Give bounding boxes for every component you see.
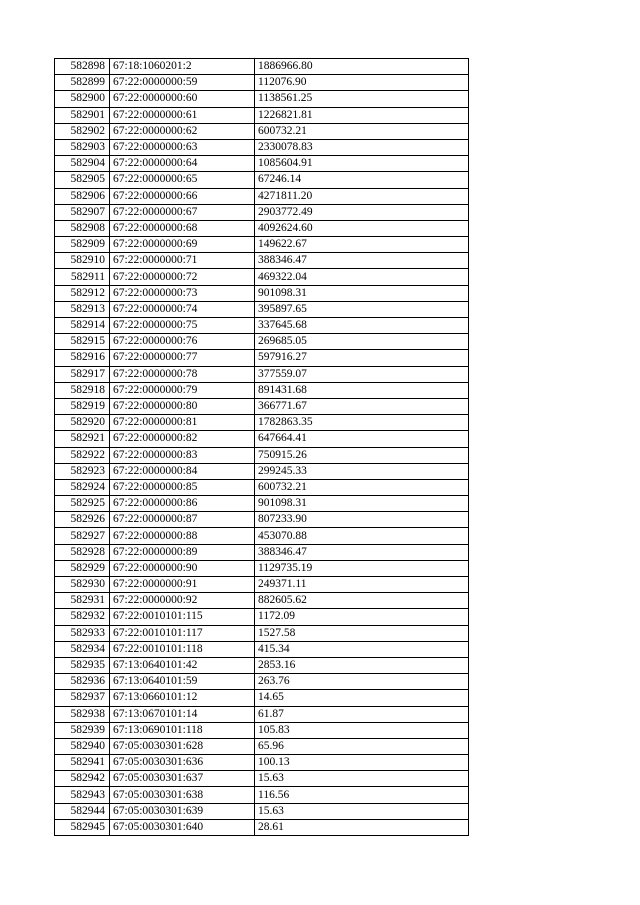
table-row (55, 690, 469, 706)
table-row (55, 447, 469, 463)
value-cell: 395897.65 (255, 301, 469, 317)
row-number-cell: 582917 (55, 366, 110, 382)
row-number-cell: 582913 (55, 301, 110, 317)
row-number-cell: 582908 (55, 220, 110, 236)
value-cell: 453070.88 (255, 528, 469, 544)
cadastral-code-cell: 67:13:0670101:14 (110, 706, 255, 722)
row-number-cell: 582907 (55, 204, 110, 220)
table-row (55, 382, 469, 398)
cadastral-code-cell: 67:13:0640101:59 (110, 674, 255, 690)
table-row (55, 75, 469, 91)
row-number-cell: 582904 (55, 156, 110, 172)
cadastral-code-cell: 67:22:0000000:81 (110, 415, 255, 431)
table-row (55, 269, 469, 285)
cadastral-code-cell: 67:22:0000000:77 (110, 350, 255, 366)
value-cell: 1138561.25 (255, 91, 469, 107)
row-number-cell: 582931 (55, 593, 110, 609)
table-row (55, 253, 469, 269)
table-row (55, 512, 469, 528)
data-table (54, 58, 469, 836)
cadastral-code-cell: 67:22:0000000:80 (110, 398, 255, 414)
value-cell: 388346.47 (255, 544, 469, 560)
cadastral-code-cell: 67:05:0030301:638 (110, 787, 255, 803)
value-cell: 4271811.20 (255, 188, 469, 204)
cadastral-code-cell: 67:22:0000000:76 (110, 334, 255, 350)
cadastral-code-cell: 67:22:0000000:66 (110, 188, 255, 204)
value-cell: 112076.90 (255, 75, 469, 91)
row-number-cell: 582921 (55, 431, 110, 447)
row-number-cell: 582903 (55, 139, 110, 155)
cadastral-code-cell: 67:22:0000000:91 (110, 577, 255, 593)
cadastral-code-cell: 67:13:0640101:42 (110, 657, 255, 673)
row-number-cell: 582906 (55, 188, 110, 204)
cadastral-code-cell: 67:22:0000000:67 (110, 204, 255, 220)
table-row (55, 787, 469, 803)
row-number-cell: 582925 (55, 496, 110, 512)
cadastral-code-cell: 67:22:0000000:84 (110, 463, 255, 479)
table-row (55, 577, 469, 593)
row-number-cell: 582898 (55, 59, 110, 75)
value-cell: 105.83 (255, 722, 469, 738)
row-number-cell: 582941 (55, 755, 110, 771)
table-row (55, 301, 469, 317)
value-cell: 14.65 (255, 690, 469, 706)
value-cell: 882605.62 (255, 593, 469, 609)
cadastral-code-cell: 67:22:0000000:90 (110, 560, 255, 576)
value-cell: 61.87 (255, 706, 469, 722)
table-row (55, 625, 469, 641)
table-row (55, 609, 469, 625)
row-number-cell: 582909 (55, 237, 110, 253)
value-cell: 100.13 (255, 755, 469, 771)
table-row (55, 657, 469, 673)
value-cell: 807233.90 (255, 512, 469, 528)
cadastral-code-cell: 67:05:0030301:628 (110, 738, 255, 754)
cadastral-code-cell: 67:22:0000000:88 (110, 528, 255, 544)
value-cell: 1085604.91 (255, 156, 469, 172)
table-row (55, 674, 469, 690)
table-row (55, 463, 469, 479)
value-cell: 1782863.35 (255, 415, 469, 431)
cadastral-code-cell: 67:18:1060201:2 (110, 59, 255, 75)
table-row (55, 803, 469, 819)
row-number-cell: 582930 (55, 577, 110, 593)
cadastral-code-cell: 67:22:0000000:61 (110, 107, 255, 123)
cadastral-code-cell: 67:22:0010101:115 (110, 609, 255, 625)
table-row (55, 172, 469, 188)
value-cell: 901098.31 (255, 496, 469, 512)
row-number-cell: 582935 (55, 657, 110, 673)
table-row (55, 156, 469, 172)
value-cell: 299245.33 (255, 463, 469, 479)
table-row (55, 528, 469, 544)
table-row (55, 318, 469, 334)
value-cell: 116.56 (255, 787, 469, 803)
cadastral-code-cell: 67:22:0000000:78 (110, 366, 255, 382)
value-cell: 1886966.80 (255, 59, 469, 75)
table-row (55, 496, 469, 512)
value-cell: 4092624.60 (255, 220, 469, 236)
value-cell: 750915.26 (255, 447, 469, 463)
table-row (55, 285, 469, 301)
cadastral-code-cell: 67:22:0000000:72 (110, 269, 255, 285)
row-number-cell: 582932 (55, 609, 110, 625)
table-body (55, 59, 469, 836)
cadastral-code-cell: 67:22:0000000:89 (110, 544, 255, 560)
row-number-cell: 582939 (55, 722, 110, 738)
row-number-cell: 582910 (55, 253, 110, 269)
row-number-cell: 582933 (55, 625, 110, 641)
row-number-cell: 582922 (55, 447, 110, 463)
table-row (55, 237, 469, 253)
table-row (55, 139, 469, 155)
value-cell: 1172.09 (255, 609, 469, 625)
table-row (55, 771, 469, 787)
table-row (55, 544, 469, 560)
table-row (55, 350, 469, 366)
value-cell: 415.34 (255, 641, 469, 657)
cadastral-code-cell: 67:22:0000000:64 (110, 156, 255, 172)
value-cell: 263.76 (255, 674, 469, 690)
cadastral-code-cell: 67:22:0000000:65 (110, 172, 255, 188)
row-number-cell: 582911 (55, 269, 110, 285)
row-number-cell: 582938 (55, 706, 110, 722)
row-number-cell: 582945 (55, 819, 110, 835)
value-cell: 388346.47 (255, 253, 469, 269)
table-row (55, 479, 469, 495)
table-row (55, 819, 469, 835)
table-row (55, 415, 469, 431)
cadastral-code-cell: 67:05:0030301:639 (110, 803, 255, 819)
table-row (55, 123, 469, 139)
row-number-cell: 582901 (55, 107, 110, 123)
value-cell: 2330078.83 (255, 139, 469, 155)
value-cell: 1129735.19 (255, 560, 469, 576)
table-row (55, 738, 469, 754)
value-cell: 377559.07 (255, 366, 469, 382)
cadastral-code-cell: 67:22:0000000:83 (110, 447, 255, 463)
cadastral-code-cell: 67:22:0000000:92 (110, 593, 255, 609)
table-row (55, 188, 469, 204)
row-number-cell: 582934 (55, 641, 110, 657)
value-cell: 647664.41 (255, 431, 469, 447)
cadastral-code-cell: 67:22:0000000:68 (110, 220, 255, 236)
value-cell: 600732.21 (255, 479, 469, 495)
row-number-cell: 582905 (55, 172, 110, 188)
row-number-cell: 582942 (55, 771, 110, 787)
value-cell: 597916.27 (255, 350, 469, 366)
cadastral-code-cell: 67:22:0000000:62 (110, 123, 255, 139)
row-number-cell: 582928 (55, 544, 110, 560)
value-cell: 269685.05 (255, 334, 469, 350)
table-row (55, 431, 469, 447)
value-cell: 366771.67 (255, 398, 469, 414)
cadastral-code-cell: 67:05:0030301:636 (110, 755, 255, 771)
row-number-cell: 582916 (55, 350, 110, 366)
row-number-cell: 582923 (55, 463, 110, 479)
table-row (55, 755, 469, 771)
cadastral-code-cell: 67:22:0000000:73 (110, 285, 255, 301)
cadastral-code-cell: 67:22:0000000:85 (110, 479, 255, 495)
row-number-cell: 582926 (55, 512, 110, 528)
table-row (55, 107, 469, 123)
value-cell: 28.61 (255, 819, 469, 835)
table-row (55, 706, 469, 722)
cadastral-code-cell: 67:22:0000000:63 (110, 139, 255, 155)
cadastral-code-cell: 67:22:0000000:87 (110, 512, 255, 528)
table-row (55, 722, 469, 738)
value-cell: 1226821.81 (255, 107, 469, 123)
row-number-cell: 582918 (55, 382, 110, 398)
row-number-cell: 582914 (55, 318, 110, 334)
row-number-cell: 582940 (55, 738, 110, 754)
table-row (55, 366, 469, 382)
row-number-cell: 582944 (55, 803, 110, 819)
value-cell: 149622.67 (255, 237, 469, 253)
value-cell: 249371.11 (255, 577, 469, 593)
table-row (55, 91, 469, 107)
table-row (55, 220, 469, 236)
cadastral-code-cell: 67:22:0000000:82 (110, 431, 255, 447)
cadastral-code-cell: 67:13:0660101:12 (110, 690, 255, 706)
row-number-cell: 582899 (55, 75, 110, 91)
value-cell: 67246.14 (255, 172, 469, 188)
cadastral-code-cell: 67:22:0000000:60 (110, 91, 255, 107)
row-number-cell: 582936 (55, 674, 110, 690)
row-number-cell: 582902 (55, 123, 110, 139)
table-row (55, 560, 469, 576)
table-row (55, 593, 469, 609)
value-cell: 891431.68 (255, 382, 469, 398)
cadastral-code-cell: 67:22:0000000:74 (110, 301, 255, 317)
cadastral-code-cell: 67:05:0030301:640 (110, 819, 255, 835)
cadastral-code-cell: 67:22:0000000:75 (110, 318, 255, 334)
row-number-cell: 582924 (55, 479, 110, 495)
cadastral-code-cell: 67:13:0690101:118 (110, 722, 255, 738)
cadastral-code-cell: 67:22:0010101:117 (110, 625, 255, 641)
row-number-cell: 582920 (55, 415, 110, 431)
value-cell: 15.63 (255, 803, 469, 819)
value-cell: 2903772.49 (255, 204, 469, 220)
row-number-cell: 582915 (55, 334, 110, 350)
row-number-cell: 582937 (55, 690, 110, 706)
value-cell: 65.96 (255, 738, 469, 754)
value-cell: 600732.21 (255, 123, 469, 139)
value-cell: 2853.16 (255, 657, 469, 673)
value-cell: 337645.68 (255, 318, 469, 334)
row-number-cell: 582900 (55, 91, 110, 107)
cadastral-code-cell: 67:05:0030301:637 (110, 771, 255, 787)
row-number-cell: 582919 (55, 398, 110, 414)
value-cell: 469322.04 (255, 269, 469, 285)
cadastral-code-cell: 67:22:0010101:118 (110, 641, 255, 657)
cadastral-code-cell: 67:22:0000000:71 (110, 253, 255, 269)
row-number-cell: 582929 (55, 560, 110, 576)
cadastral-code-cell: 67:22:0000000:69 (110, 237, 255, 253)
value-cell: 1527.58 (255, 625, 469, 641)
value-cell: 15.63 (255, 771, 469, 787)
cadastral-code-cell: 67:22:0000000:86 (110, 496, 255, 512)
cadastral-code-cell: 67:22:0000000:59 (110, 75, 255, 91)
table-row (55, 204, 469, 220)
row-number-cell: 582927 (55, 528, 110, 544)
table-row (55, 641, 469, 657)
table-row (55, 334, 469, 350)
cadastral-code-cell: 67:22:0000000:79 (110, 382, 255, 398)
row-number-cell: 582943 (55, 787, 110, 803)
value-cell: 901098.31 (255, 285, 469, 301)
table-row (55, 59, 469, 75)
row-number-cell: 582912 (55, 285, 110, 301)
table-row (55, 398, 469, 414)
